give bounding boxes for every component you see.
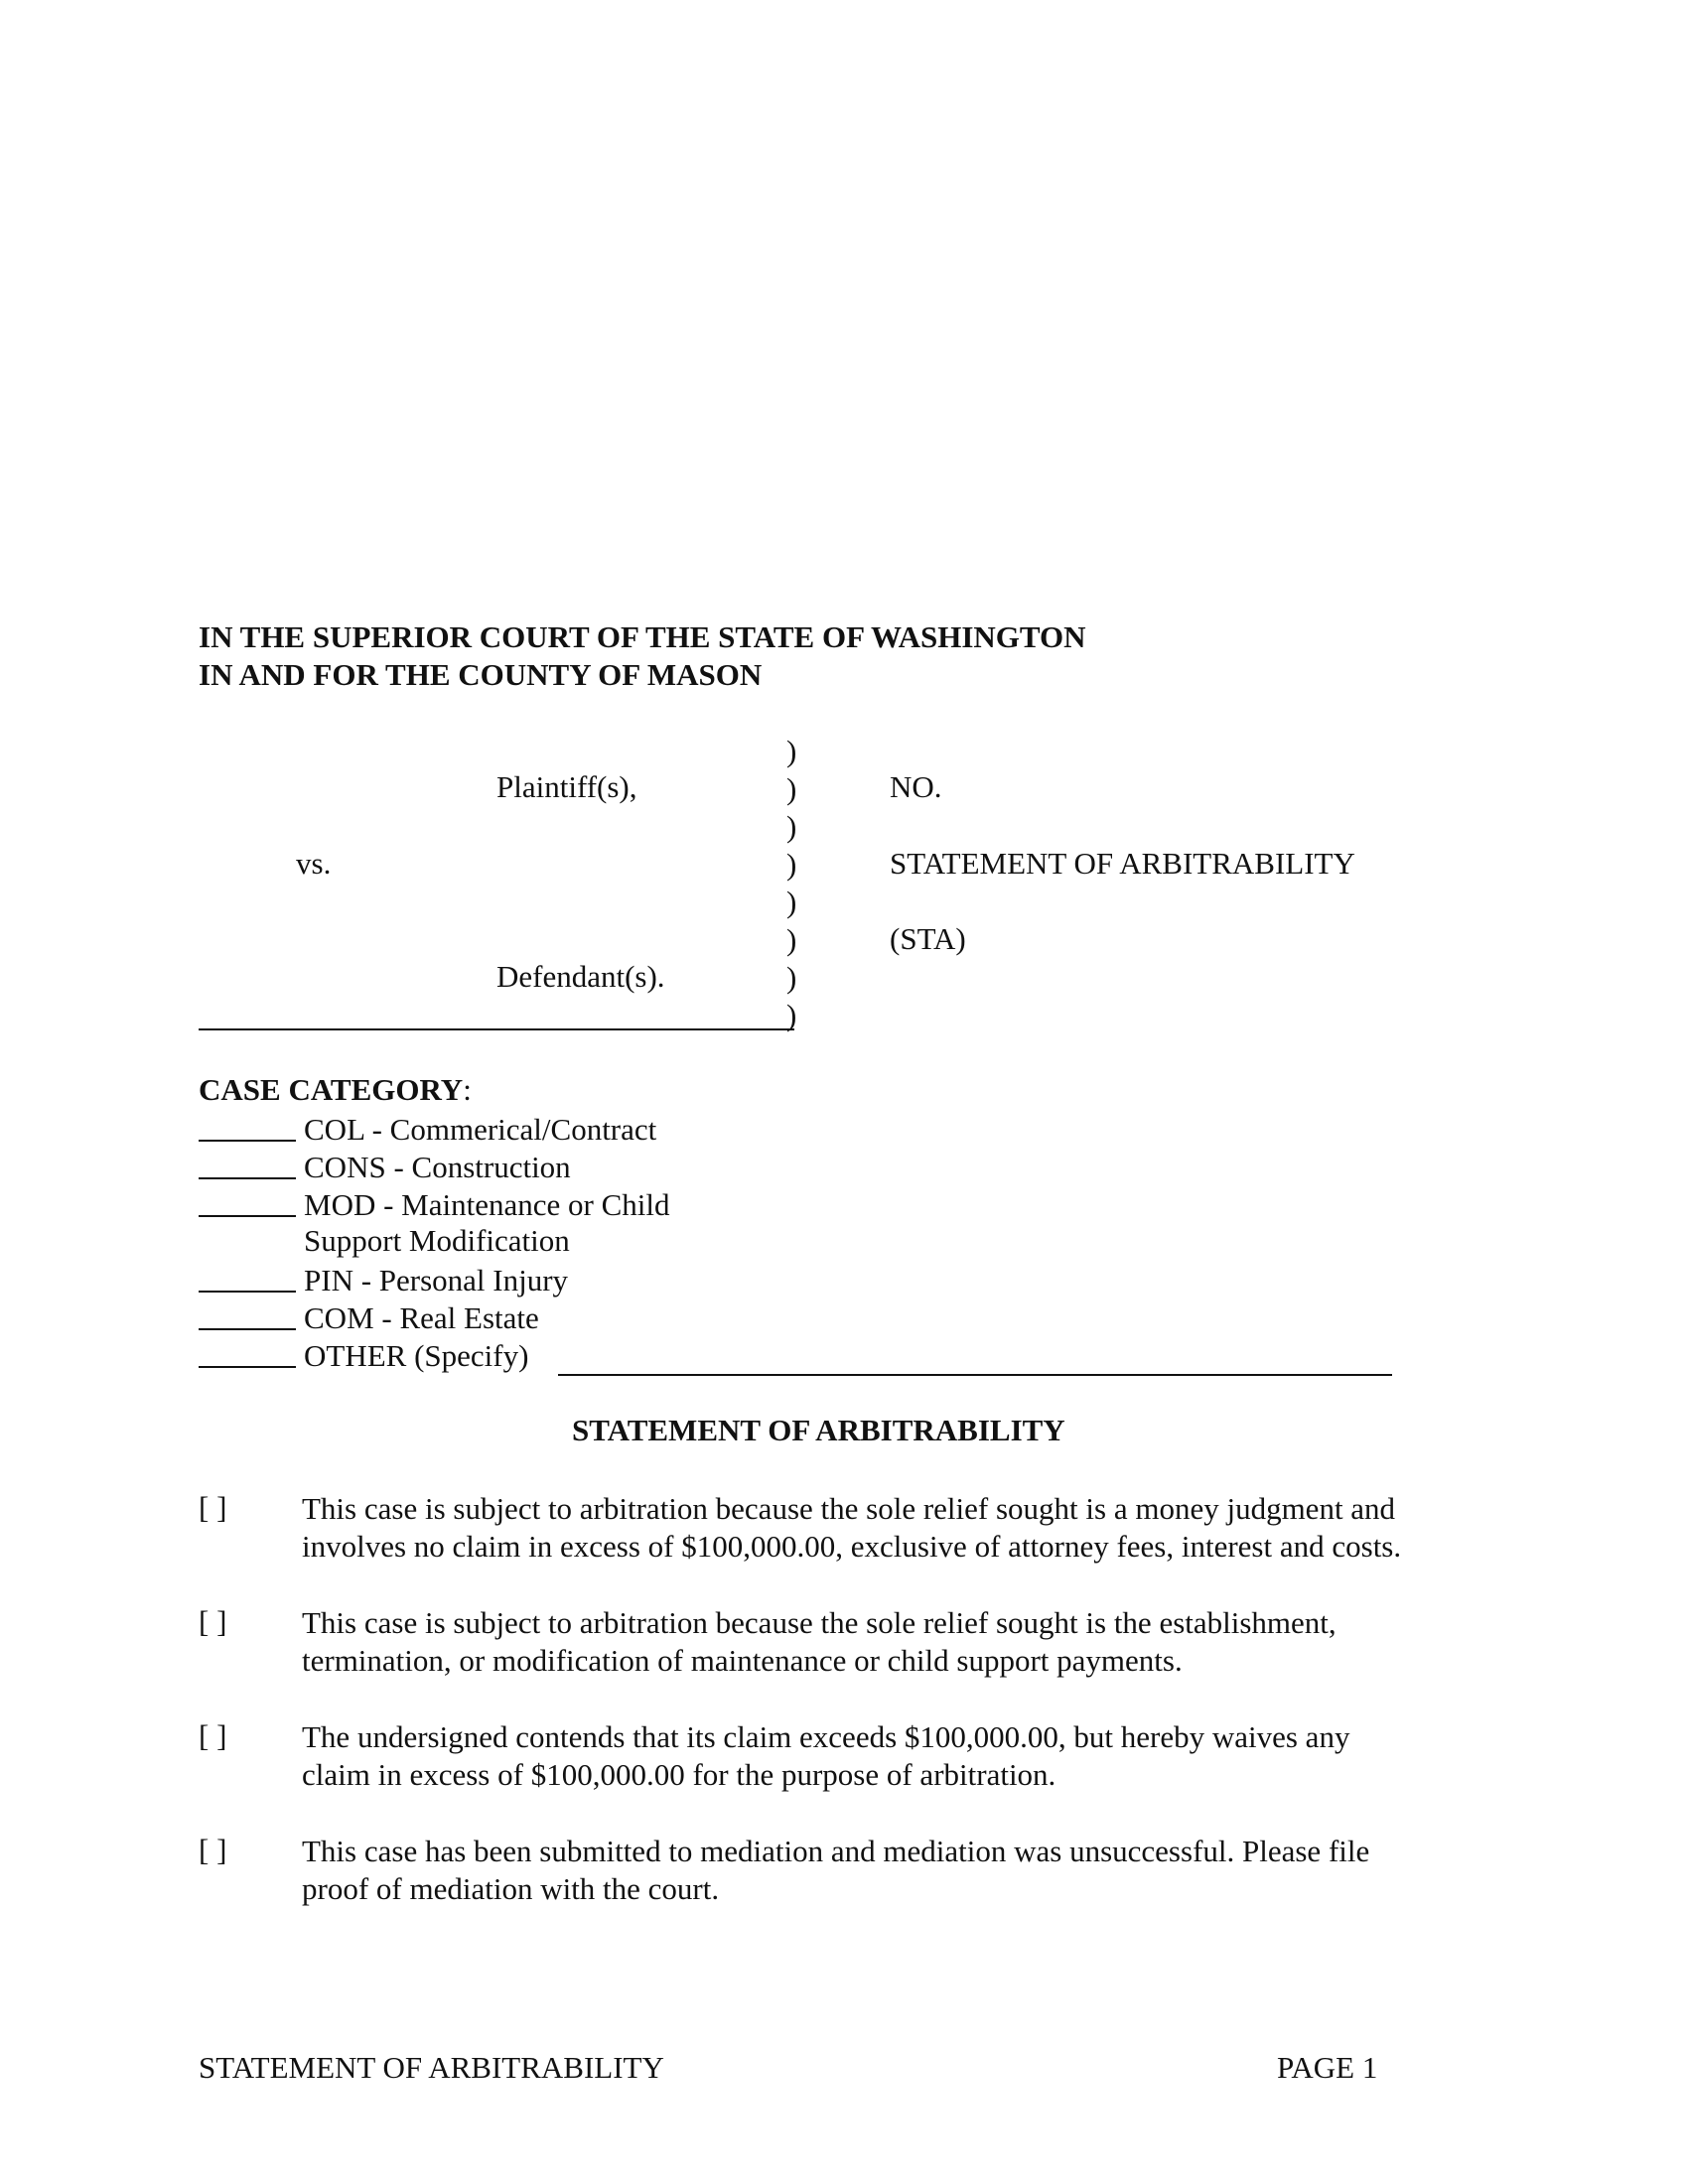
caption-underline	[199, 1028, 794, 1030]
caption-paren: )	[786, 734, 797, 768]
category-label-continuation: Support Modification	[304, 1223, 570, 1258]
statement-text-line: This case is subject to arbitration because the sole relief sought is a money judgment and	[302, 1491, 1396, 1526]
case-category-heading-text: CASE CATEGORY	[199, 1072, 464, 1107]
statement-checkbox[interactable]: [ ]	[199, 1718, 227, 1753]
category-blank-line[interactable]	[199, 1215, 296, 1217]
category-label: PIN - Personal Injury	[304, 1263, 569, 1297]
category-label: OTHER (Specify)	[304, 1338, 529, 1373]
statement-text-line: termination, or modification of maintenance or child support payments.	[302, 1643, 1183, 1678]
document-code: (STA)	[890, 921, 966, 956]
plaintiff-label: Plaintiff(s),	[496, 769, 637, 804]
statement-text	[302, 1718, 1493, 1794]
case-category-heading	[199, 1074, 472, 1105]
court-title-line-2: IN AND FOR THE COUNTY OF MASON	[199, 657, 763, 692]
statement-checkbox[interactable]: [ ]	[199, 1833, 227, 1867]
caption-paren: )	[786, 809, 797, 844]
vs-label: vs.	[296, 846, 332, 881]
caption-paren: )	[786, 960, 797, 995]
category-label: COM - Real Estate	[304, 1300, 539, 1335]
caption-paren: )	[786, 998, 797, 1032]
caption-paren: )	[786, 922, 797, 957]
case-number-label: NO.	[890, 769, 942, 804]
category-blank-line[interactable]	[199, 1328, 296, 1330]
statement-text-line: The undersigned contends that its claim exceeds $100,000.00, but hereby waives any	[302, 1719, 1350, 1754]
category-label: COL - Commerical/Contract	[304, 1112, 657, 1147]
statement-text	[302, 1604, 1493, 1680]
court-title-line-1: IN THE SUPERIOR COURT OF THE STATE OF WASHINGTON	[199, 619, 1086, 654]
defendant-label: Defendant(s).	[496, 959, 665, 994]
caption-paren: )	[786, 885, 797, 919]
category-label: MOD - Maintenance or Child	[304, 1187, 670, 1222]
other-specify-line[interactable]	[558, 1374, 1392, 1376]
category-label: CONS - Construction	[304, 1150, 571, 1184]
statement-text-line: involves no claim in excess of $100,000.00, exclusive of attorney fees, interest and costs.	[302, 1529, 1402, 1564]
case-category-colon: :	[463, 1072, 472, 1107]
statement-text	[302, 1490, 1493, 1566]
statement-text-line: proof of mediation with the court.	[302, 1871, 720, 1906]
statement-text-line: This case has been submitted to mediation and mediation was unsuccessful. Please file	[302, 1834, 1370, 1868]
statement-text	[302, 1833, 1493, 1908]
category-blank-line[interactable]	[199, 1366, 296, 1368]
category-blank-line[interactable]	[199, 1291, 296, 1293]
footer-title: STATEMENT OF ARBITRABILITY	[199, 2050, 664, 2085]
statement-heading: STATEMENT OF ARBITRABILITY	[572, 1413, 1065, 1447]
statement-checkbox[interactable]: [ ]	[199, 1604, 227, 1639]
statement-checkbox[interactable]: [ ]	[199, 1490, 227, 1525]
category-blank-line[interactable]	[199, 1177, 296, 1179]
caption-paren: )	[786, 847, 797, 882]
caption-paren: )	[786, 771, 797, 806]
category-blank-line[interactable]	[199, 1140, 296, 1142]
statement-text-line: This case is subject to arbitration because the sole relief sought is the establishment,	[302, 1605, 1336, 1640]
document-title: STATEMENT OF ARBITRABILITY	[890, 846, 1355, 881]
statement-text-line: claim in excess of $100,000.00 for the purpose of arbitration.	[302, 1757, 1056, 1792]
page-number: PAGE 1	[1277, 2050, 1378, 2085]
